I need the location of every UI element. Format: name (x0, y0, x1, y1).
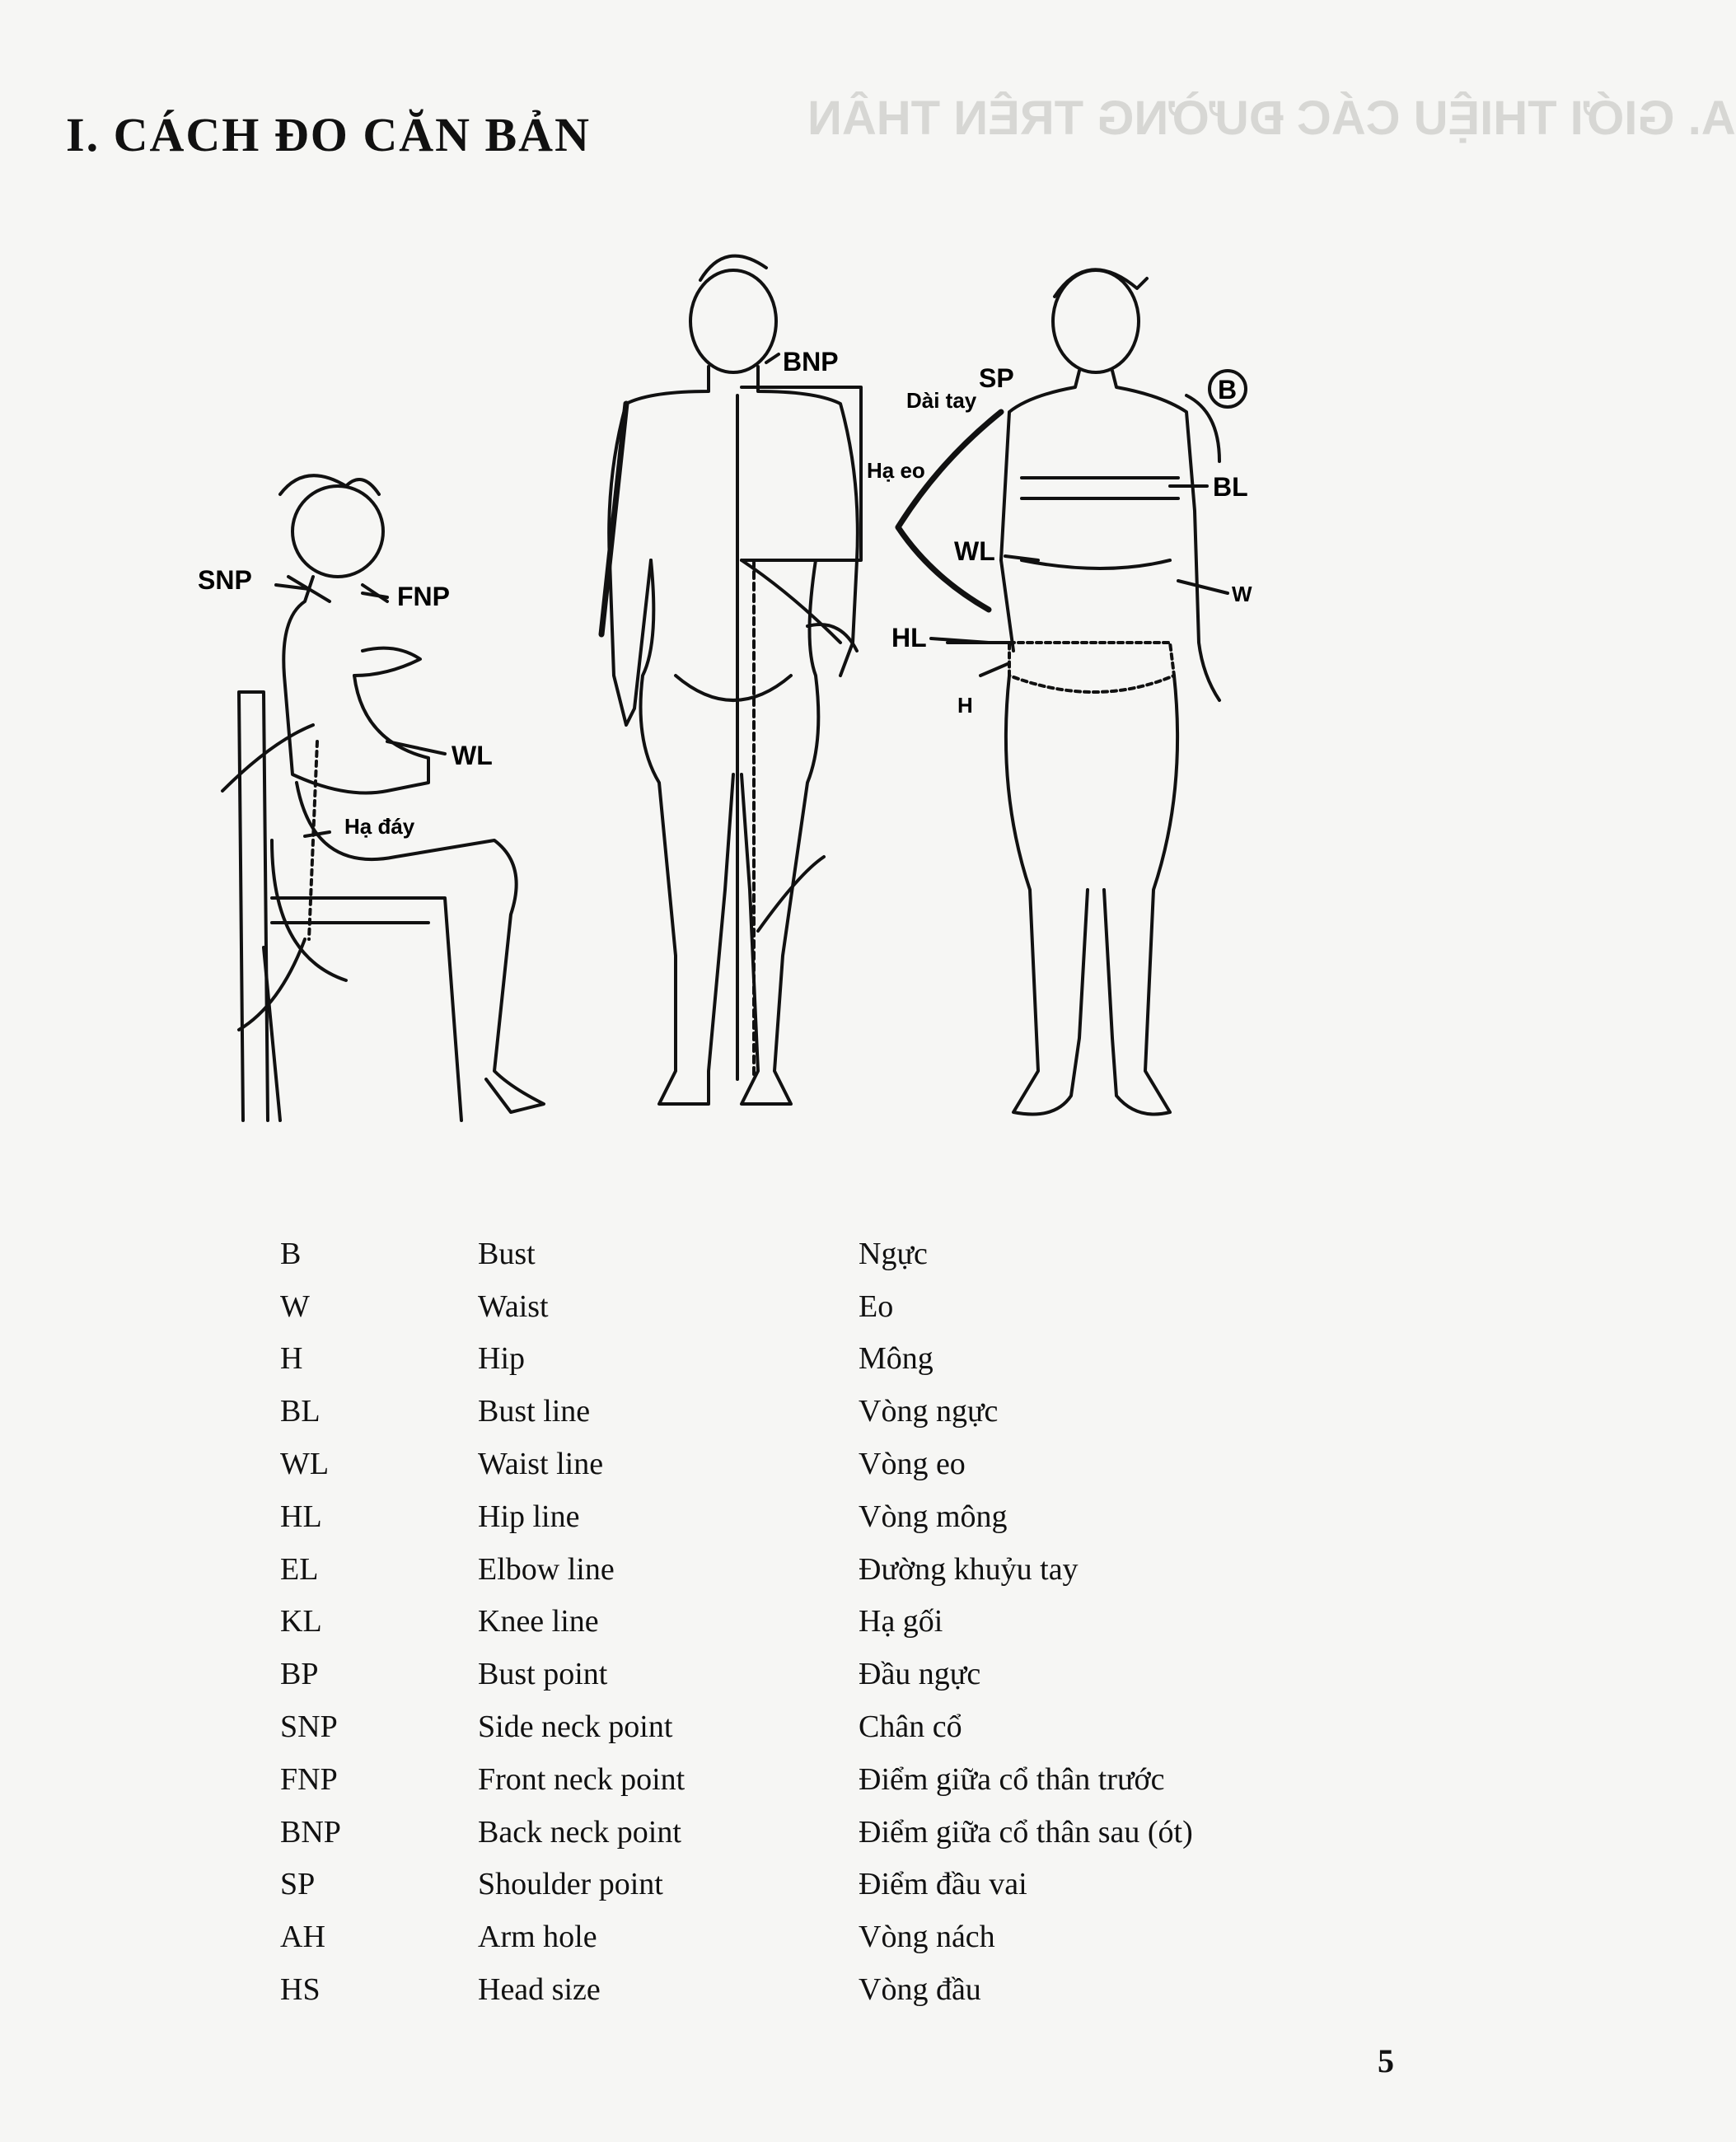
term-abbr: BP (280, 1657, 319, 1692)
term-vietnamese: Điểm đầu vai (859, 1867, 1027, 1902)
label-hl: HL (891, 623, 927, 652)
term-row (280, 1596, 1320, 1649)
term-abbr: H (280, 1341, 303, 1377)
seated-figure (222, 475, 544, 1120)
label-fnp: FNP (397, 582, 450, 611)
term-english: Bust line (478, 1394, 591, 1429)
label-wl: WL (452, 741, 493, 770)
term-row (280, 1806, 1320, 1859)
term-row (280, 1963, 1320, 2016)
term-vietnamese: Vòng ngực (859, 1394, 999, 1429)
terms-table (280, 1228, 1320, 2016)
term-vietnamese: Điểm giữa cổ thân trước (859, 1761, 1165, 1797)
bleed-through-text: A. GIỚI THIỆU CÁC ĐƯỜNG TRÊN THÂN (807, 91, 1736, 145)
term-abbr: SP (280, 1867, 316, 1902)
label-h: H (957, 693, 973, 718)
term-english: Waist line (478, 1447, 604, 1482)
term-abbr: EL (280, 1551, 319, 1587)
term-row (280, 1228, 1320, 1280)
label-bl: BL (1213, 472, 1248, 502)
label-ha-eo: Hạ eo (867, 458, 925, 483)
term-abbr: SNP (280, 1709, 338, 1745)
term-abbr: KL (280, 1604, 322, 1639)
page-title: I. CÁCH ĐO CĂN BẢN (66, 108, 591, 161)
term-row (280, 1280, 1320, 1333)
label-ha-day: Hạ đáy (344, 814, 415, 839)
term-row (280, 1700, 1320, 1753)
term-english: Front neck point (478, 1761, 686, 1797)
term-abbr: AH (280, 1920, 325, 1955)
term-vietnamese: Vòng nách (859, 1920, 995, 1955)
term-row (280, 1438, 1320, 1490)
term-english: Hip line (478, 1499, 580, 1534)
term-vietnamese: Mông (859, 1341, 934, 1377)
term-row (280, 1543, 1320, 1596)
term-vietnamese: Đường khuỷu tay (859, 1551, 1079, 1587)
term-english: Hip (478, 1341, 525, 1377)
term-abbr: FNP (280, 1761, 338, 1797)
term-vietnamese: Hạ gối (859, 1604, 943, 1639)
term-row (280, 1490, 1320, 1543)
term-row (280, 1333, 1320, 1386)
term-english: Knee line (478, 1604, 599, 1639)
measurement-figures (0, 214, 1486, 1170)
term-english: Back neck point (478, 1814, 681, 1850)
page-number: 5 (1378, 2042, 1394, 2079)
label-sp: SP (979, 363, 1014, 393)
back-figure (601, 256, 861, 1104)
term-vietnamese: Vòng mông (859, 1499, 1008, 1534)
term-abbr: BNP (280, 1814, 341, 1850)
term-abbr: W (280, 1288, 310, 1324)
term-abbr: HL (280, 1499, 322, 1534)
term-english: Shoulder point (478, 1867, 663, 1902)
term-vietnamese: Chân cổ (859, 1709, 962, 1745)
term-row (280, 1859, 1320, 1911)
term-vietnamese: Vòng đầu (859, 1972, 981, 2008)
term-abbr: B (280, 1236, 302, 1271)
term-abbr: HS (280, 1972, 321, 2008)
term-row (280, 1753, 1320, 1806)
term-english: Side neck point (478, 1709, 673, 1745)
term-english: Head size (478, 1972, 601, 2008)
label-w: W (1232, 582, 1252, 606)
term-english: Arm hole (478, 1920, 597, 1955)
term-english: Bust (478, 1236, 536, 1271)
label-wl-front: WL (954, 536, 995, 566)
term-row (280, 1385, 1320, 1438)
label-b: B (1218, 375, 1238, 405)
term-english: Bust point (478, 1657, 608, 1692)
term-english: Elbow line (478, 1551, 615, 1587)
term-abbr: BL (280, 1394, 321, 1429)
label-dai-tay: Dài tay (906, 388, 977, 413)
label-snp: SNP (198, 565, 252, 595)
term-vietnamese: Đầu ngực (859, 1657, 981, 1692)
term-vietnamese: Vòng eo (859, 1447, 966, 1482)
term-row (280, 1648, 1320, 1700)
term-row (280, 1910, 1320, 1963)
term-abbr: WL (280, 1447, 330, 1482)
term-english: Waist (478, 1288, 549, 1324)
term-vietnamese: Ngực (859, 1236, 928, 1271)
term-vietnamese: Eo (859, 1288, 894, 1324)
term-vietnamese: Điểm giữa cổ thân sau (ót) (859, 1814, 1193, 1850)
label-bnp: BNP (783, 347, 839, 376)
